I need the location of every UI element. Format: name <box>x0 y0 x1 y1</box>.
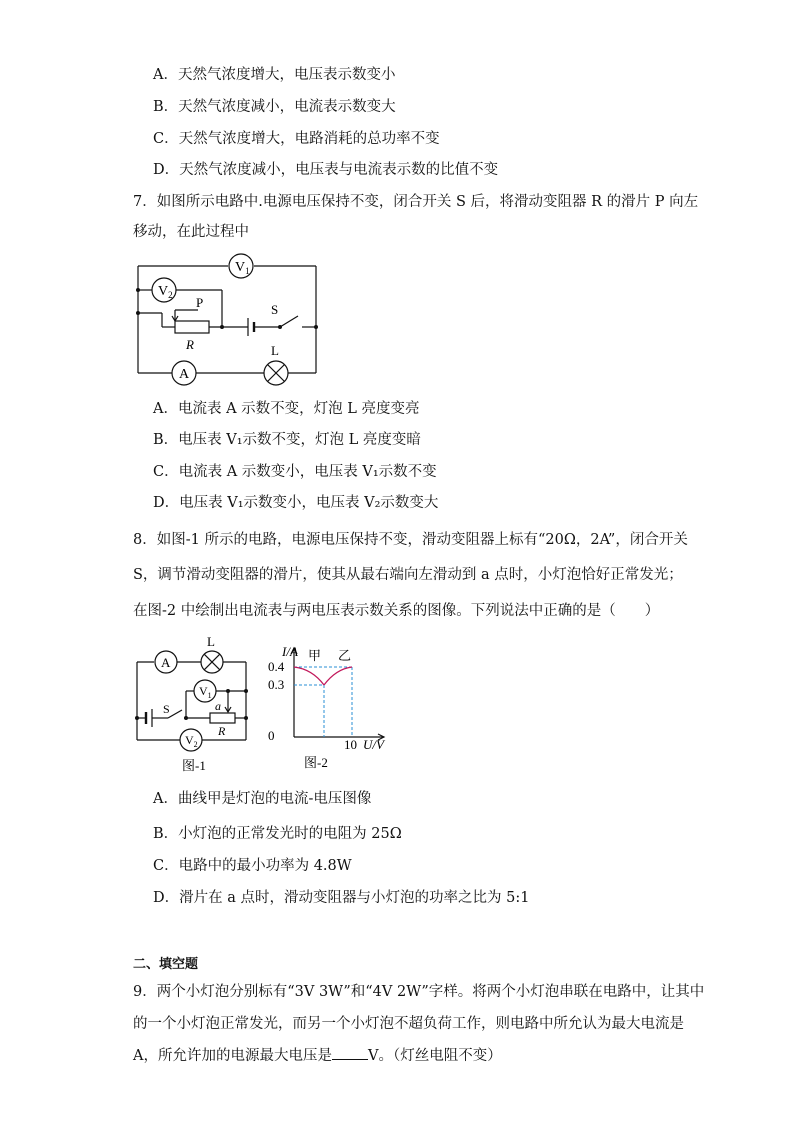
origin-label: 0 <box>268 728 275 743</box>
q7-option-c: C．电流表 A 示数变小，电压表 V₁示数不变 <box>153 464 437 480</box>
switch-label: S <box>271 302 279 317</box>
v2-label: $V_2$ <box>158 284 173 300</box>
q8-stem-line1: 8．如图-1 所示的电路，电源电压保持不变，滑动变阻器上标有“20Ω，2A”，闭合开关 <box>133 532 688 548</box>
q8-stem-line3: 在图-2 中绘制出电流表与两电压表示数关系的图像。下列说法中正确的是（ ） <box>133 603 660 619</box>
y-axis-label: I/A <box>282 644 298 659</box>
q8-option-c: C．电路中的最小功率为 4.8W <box>153 858 352 874</box>
q6-option-d: D．天然气浓度减小，电压表与电流表示数的比值不变 <box>153 162 499 178</box>
rheostat-icon <box>210 713 235 723</box>
v1-label: $V_1$ <box>235 260 250 276</box>
y-tick-low: 0.3 <box>268 677 285 692</box>
q7-option-a: A．电流表 A 示数不变，灯泡 L 亮度变亮 <box>153 401 420 417</box>
q9-line2: 的一个小灯泡正常发光，而另一个小灯泡不超负荷工作，则电路中所允认为最大电流是 <box>133 1016 684 1032</box>
q8-figure1-circuit <box>130 632 260 782</box>
q7-stem-line2: 移动，在此过程中 <box>133 224 249 240</box>
q8-figure2-graph <box>262 636 402 776</box>
x-tick: 10 <box>344 737 357 752</box>
q6-option-a: A．天然气浓度增大，电压表示数变小 <box>153 67 396 83</box>
q6-option-b: B．天然气浓度减小，电流表示数变大 <box>153 99 396 115</box>
answer-blank[interactable] <box>332 1045 368 1060</box>
v1-label: $V_1$ <box>199 684 212 700</box>
curve-yi <box>324 667 352 685</box>
q9-line1: 9．两个小灯泡分别标有“3V 3W”和“4V 2W”字样。将两个小灯泡串联在电路中，让其中 <box>133 984 705 1000</box>
curve-jia <box>294 667 324 685</box>
q9-line3-post: V。（灯丝电阻不变） <box>367 1048 502 1064</box>
y-tick-high: 0.4 <box>268 659 285 674</box>
point-a-label: a <box>215 699 221 713</box>
q8-stem-line2: S，调节滑动变阻器的滑片，使其从最右端向左滑动到 a 点时，小灯泡恰好正常发光； <box>133 567 683 583</box>
q7-option-d: D．电压表 V₁示数变小，电压表 V₂示数变大 <box>153 495 439 511</box>
q7-circuit-diagram <box>130 250 330 388</box>
rheostat-label: R <box>186 337 194 352</box>
curve-yi-label: 乙 <box>338 648 352 663</box>
ammeter-label: A <box>161 655 171 670</box>
v2-label: $V_2$ <box>185 733 198 749</box>
q9-line3 <box>133 1045 502 1066</box>
section-heading: 二、填空题 <box>133 957 199 972</box>
ammeter-label: A <box>179 367 190 382</box>
q6-option-c: C．天然气浓度增大，电路消耗的总功率不变 <box>153 131 440 147</box>
q8-option-d: D．滑片在 a 点时，滑动变阻器与小灯泡的功率之比为 5:1 <box>153 890 530 906</box>
lamp-label: L <box>207 634 215 649</box>
figure1-caption: 图-1 <box>182 758 206 773</box>
q7-stem-line1: 7．如图所示电路中.电源电压保持不变，闭合开关 S 后，将滑动变阻器 R 的滑片 P 向左 <box>133 194 699 210</box>
q7-option-b: B．电压表 V₁示数不变，灯泡 L 亮度变暗 <box>153 432 421 448</box>
figure2-caption: 图-2 <box>304 755 328 770</box>
lamp-label: L <box>271 343 279 358</box>
slider-label: P <box>196 295 204 310</box>
x-axis-label: U/V <box>363 737 384 752</box>
rheostat-icon <box>175 321 209 333</box>
rheostat-label: R <box>218 724 226 738</box>
q8-option-b: B．小灯泡的正常发光时的电阻为 25Ω <box>153 826 402 842</box>
q9-line3-pre: A，所允许加的电源最大电压是 <box>133 1048 332 1064</box>
curve-jia-label: 甲 <box>308 648 322 663</box>
switch-label: S <box>163 702 170 716</box>
q8-option-a: A．曲线甲是灯泡的电流-电压图像 <box>153 791 372 807</box>
